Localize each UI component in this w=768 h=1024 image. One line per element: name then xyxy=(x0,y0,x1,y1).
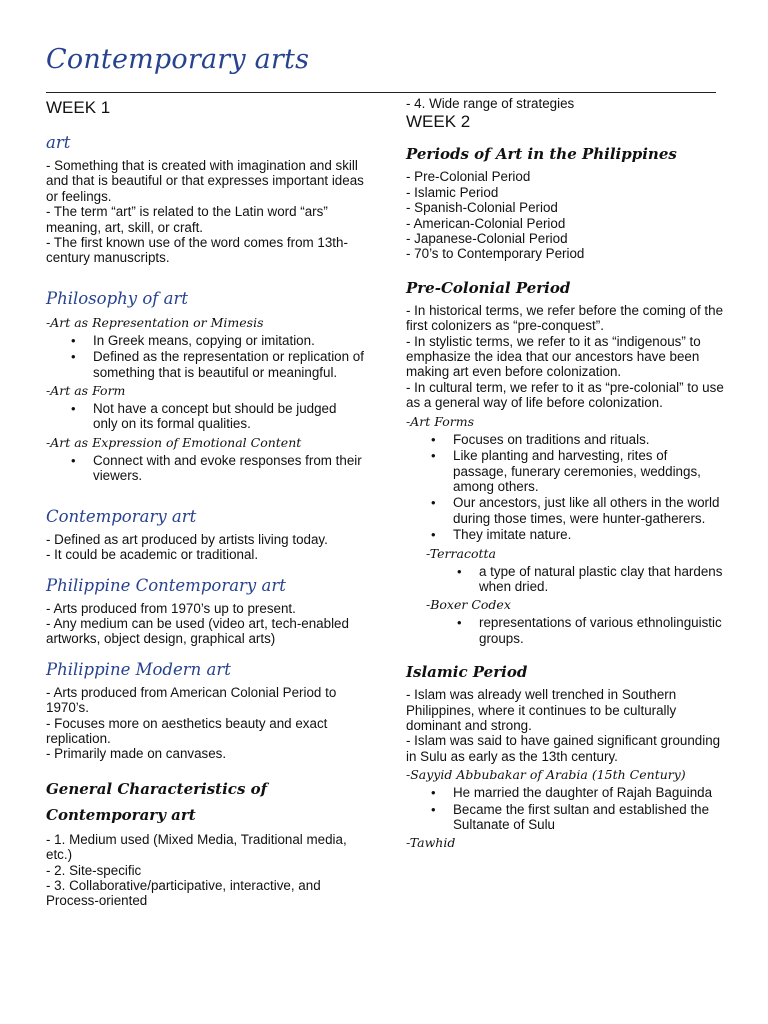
text-line: - American-Colonial Period xyxy=(406,215,566,231)
bullet-list xyxy=(406,785,724,832)
text-line: - In stylistic terms, we refer to it as “indigenous” to emphasize the idea that our ancestors have been making art even before colonization. xyxy=(406,333,701,380)
text-line: - 4. Wide range of strategies xyxy=(406,96,575,111)
week-2-label: WEEK 2 xyxy=(406,112,471,132)
list-item: • He married the daughter of Rajah Baguinda xyxy=(453,785,724,800)
text-line: - The term “art” is related to the Latin word “ars” meaning, art, skill, or craft. xyxy=(46,204,328,235)
list-item: • Connect with and evoke responses from their viewers. xyxy=(93,453,364,484)
right-column xyxy=(406,96,724,853)
text-line: - Japanese-Colonial Period xyxy=(406,231,568,247)
text-line: - Focuses more on aesthetics beauty and exact replication. xyxy=(46,715,328,746)
text-line: - It could be academic or traditional. xyxy=(46,547,259,563)
bullet-list xyxy=(406,432,724,543)
left-column xyxy=(46,96,364,909)
page-title: Contemporary arts xyxy=(46,44,310,75)
philippine-contemporary-heading: Philippine Contemporary art xyxy=(46,575,286,595)
text-line: - Spanish-Colonial Period xyxy=(406,200,558,216)
text-line: - Islam was already well trenched in Southern Philippines, where it continues to be culturally dominant and strong. xyxy=(406,687,677,733)
general-characteristics-heading: General Characteristics of Contemporary art xyxy=(46,779,268,824)
text-line: - The first known use of the word comes from 13th-century manuscripts. xyxy=(46,235,348,266)
text-line: - In cultural term, we refer to it as “pre-colonial” to use as a general way of life before colonization. xyxy=(406,379,724,411)
text-line: - Arts produced from American Colonial Period to 1970’s. xyxy=(46,684,337,716)
bullet-list xyxy=(46,453,364,484)
list-item: • representations of various ethnolinguistic groups. xyxy=(479,615,724,646)
text-line: - Islamic Period xyxy=(406,184,499,200)
text-line: - 2. Site-specific xyxy=(46,862,142,878)
art-definition xyxy=(46,158,364,266)
bullet-list xyxy=(406,564,724,595)
text-line: - Pre-Colonial Period xyxy=(406,169,531,185)
list-item: • Not have a concept but should be judged only on its formal qualities. xyxy=(93,401,364,432)
philosophy-heading: Philosophy of art xyxy=(46,288,189,308)
art-heading: art xyxy=(46,133,71,152)
text-line: - In historical terms, we refer before the coming of the first colonizers as “pre-conquest”. xyxy=(406,302,724,334)
text-line: - Defined as art produced by artists living today. xyxy=(46,531,328,547)
list-item: • They imitate nature. xyxy=(453,527,724,542)
periods-heading: Periods of Art in the Philippines xyxy=(406,145,677,164)
text-line: - Islam was said to have gained significant grounding in Sulu as early as the 13th century. xyxy=(406,733,721,764)
islamic-period-heading: Islamic Period xyxy=(406,663,528,682)
title-divider xyxy=(46,92,716,93)
text-line: - Something that is created with imagination and skill and that is beautiful or that expresses important ideas or feelings. xyxy=(46,158,364,204)
list-item: • Our ancestors, just like all others in the world during those times, were hunter-gatherers. xyxy=(453,495,724,526)
list-item: • In Greek means, copying or imitation. xyxy=(93,333,364,348)
subheading: -Boxer Codex xyxy=(426,597,511,613)
subheading: -Art Forms xyxy=(406,413,474,429)
bullet-list xyxy=(46,401,364,432)
text-line: - 70’s to Contemporary Period xyxy=(406,246,585,262)
week-1-label: WEEK 1 xyxy=(46,98,111,117)
list-item: • Defined as the representation or replication of something that is beautiful or meaningful. xyxy=(93,349,364,380)
subheading: -Sayyid Abbubakar of Arabia (15th Century) xyxy=(406,767,686,783)
bullet-list xyxy=(46,333,364,380)
subheading: -Art as Representation or Mimesis xyxy=(46,314,264,330)
bullet-list xyxy=(406,615,724,646)
subheading: -Tawhid xyxy=(406,835,456,851)
subheading: -Art as Form xyxy=(46,383,126,399)
text-line: - 3. Collaborative/participative, interactive, and Process-oriented xyxy=(46,877,321,909)
list-item: • a type of natural plastic clay that hardens when dried. xyxy=(479,564,724,595)
text-line: - Arts produced from 1970’s up to present. xyxy=(46,600,296,616)
subheading: -Art as Expression of Emotional Content xyxy=(46,434,302,450)
text-line: - Primarily made on canvases. xyxy=(46,746,227,762)
list-item: • Like planting and harvesting, rites of passage, funerary ceremonies, weddings, among others. xyxy=(453,448,724,494)
pre-colonial-heading: Pre-Colonial Period xyxy=(406,278,571,297)
philippine-modern-heading: Philippine Modern art xyxy=(46,659,231,679)
list-item: • Became the first sultan and established the Sultanate of Sulu xyxy=(453,802,724,833)
text-line: - 1. Medium used (Mixed Media, Traditional media, etc.) xyxy=(46,831,347,863)
subheading: -Terracotta xyxy=(426,545,496,561)
list-item: • Focuses on traditions and rituals. xyxy=(453,432,724,447)
contemporary-art-heading: Contemporary art xyxy=(46,506,197,526)
text-line: - Any medium can be used (video art, tech-enabled artworks, object design, graphical arts) xyxy=(46,615,349,647)
